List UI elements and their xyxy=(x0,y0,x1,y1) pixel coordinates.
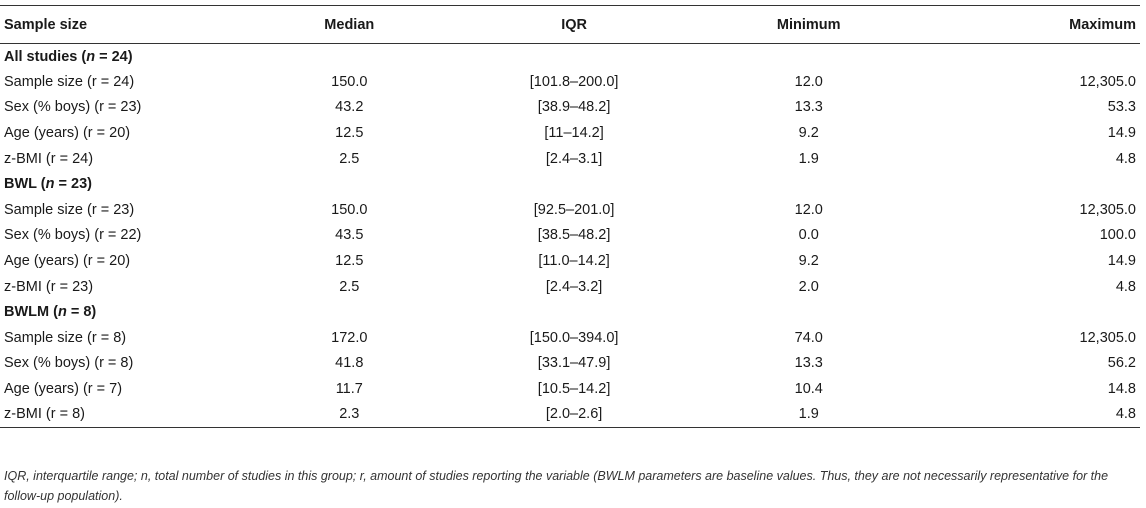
iqr-cell: [10.5–14.2] xyxy=(537,381,611,398)
median-cell: 41.8 xyxy=(335,355,364,372)
table-row xyxy=(0,120,1140,146)
median-cell: 43.5 xyxy=(335,227,364,244)
group-title-count: = 8) xyxy=(66,304,97,321)
table-row xyxy=(0,351,1140,377)
minimum-cell: 12.0 xyxy=(794,73,823,90)
table-row xyxy=(0,325,1140,351)
median-cell: 12.5 xyxy=(335,125,364,142)
median-cell: 2.3 xyxy=(249,402,450,428)
median-cell: 2.5 xyxy=(339,278,360,295)
median-cell: 2.5 xyxy=(339,150,360,167)
col-header-iqr: IQR xyxy=(450,6,699,44)
median-cell: 172.0 xyxy=(331,329,368,346)
maximum-cell: 100.0 xyxy=(1099,227,1136,244)
iqr-cell: [101.8–200.0] xyxy=(529,73,619,90)
median-cell: 43.2 xyxy=(335,99,364,116)
median-cell: 11.7 xyxy=(335,381,363,398)
data-table xyxy=(0,5,1140,428)
group-title-text: BWL ( xyxy=(4,176,46,193)
maximum-cell: 4.8 xyxy=(1115,150,1136,167)
minimum-cell: 13.3 xyxy=(794,99,823,116)
maximum-cell: 12,305.0 xyxy=(1079,73,1136,90)
iqr-cell: [2.4–3.2] xyxy=(545,278,603,295)
minimum-cell: 9.2 xyxy=(798,125,819,142)
col-header-minimum: Minimum xyxy=(698,6,919,44)
group-header-row xyxy=(0,44,1140,70)
table-row xyxy=(0,146,1140,172)
iqr-cell: [150.0–394.0] xyxy=(529,329,619,346)
row-label: z-BMI (r = 24) xyxy=(4,150,94,167)
maximum-cell: 53.3 xyxy=(1107,99,1136,116)
maximum-cell: 14.9 xyxy=(1107,253,1136,270)
minimum-cell: 13.3 xyxy=(794,355,823,372)
row-label: Sex (% boys) (r = 8) xyxy=(4,355,134,372)
row-label: Sample size (r = 23) xyxy=(4,201,135,218)
row-label: Sample size (r = 24) xyxy=(4,73,135,90)
table-header xyxy=(0,6,1140,44)
maximum-cell: 12,305.0 xyxy=(1079,201,1136,218)
table-footnote: IQR, interquartile range; n, total number of studies in this group; r, amount of studies reporting the variable (BWLM parameters are baseline values. Thus, they are not necessarily representative for the follow-up population). xyxy=(4,469,1109,503)
minimum-cell: 1.9 xyxy=(798,150,819,167)
row-label: Age (years) (r = 20) xyxy=(4,253,131,270)
table-row xyxy=(0,69,1140,95)
minimum-cell: 1.9 xyxy=(698,402,919,428)
table-row xyxy=(0,402,1140,428)
group-title-variable: n xyxy=(86,48,96,65)
group-title-variable: n xyxy=(45,176,55,193)
group-title xyxy=(0,171,1140,197)
iqr-cell: [2.4–3.1] xyxy=(545,150,603,167)
col-header-median: Median xyxy=(249,6,450,44)
maximum-cell: 4.8 xyxy=(1115,278,1136,295)
minimum-cell: 9.2 xyxy=(798,253,819,270)
group-header-row xyxy=(0,299,1140,325)
median-cell: 150.0 xyxy=(331,73,368,90)
minimum-cell: 10.4 xyxy=(794,381,823,398)
row-label: Sample size (r = 8) xyxy=(4,329,127,346)
row-label: Age (years) (r = 20) xyxy=(4,125,131,142)
row-label: Sex (% boys) (r = 22) xyxy=(4,227,142,244)
group-title-text: All studies ( xyxy=(4,48,87,65)
row-label: z-BMI (r = 23) xyxy=(4,278,94,295)
median-cell: 150.0 xyxy=(331,201,368,218)
group-header-row xyxy=(0,171,1140,197)
col-header-sample-size: Sample size xyxy=(0,6,249,44)
group-title-count: = 24) xyxy=(95,48,133,65)
iqr-cell: [33.1–47.9] xyxy=(537,355,611,372)
table-row xyxy=(0,223,1140,249)
table-row xyxy=(0,197,1140,223)
minimum-cell: 0.0 xyxy=(798,227,819,244)
table-body xyxy=(0,44,1140,428)
maximum-cell: 14.8 xyxy=(1107,381,1136,398)
group-title-count: = 23) xyxy=(54,176,92,193)
iqr-cell: [2.0–2.6] xyxy=(450,402,699,428)
row-label: z-BMI (r = 8) xyxy=(0,402,249,428)
group-title-text: BWLM ( xyxy=(4,304,58,321)
group-title xyxy=(0,44,1140,70)
iqr-cell: [38.9–48.2] xyxy=(537,99,611,116)
group-title-variable: n xyxy=(57,304,67,321)
header-row xyxy=(0,6,1140,44)
row-label: Age (years) (r = 7) xyxy=(4,381,123,398)
maximum-cell: 56.2 xyxy=(1107,355,1136,372)
table-row xyxy=(0,376,1140,402)
maximum-cell: 12,305.0 xyxy=(1079,329,1136,346)
median-cell: 12.5 xyxy=(335,253,364,270)
minimum-cell: 74.0 xyxy=(794,329,823,346)
maximum-cell: 4.8 xyxy=(919,402,1140,428)
iqr-cell: [38.5–48.2] xyxy=(537,227,611,244)
iqr-cell: [11.0–14.2] xyxy=(538,253,610,270)
table-row xyxy=(0,248,1140,274)
row-label: Sex (% boys) (r = 23) xyxy=(4,99,142,116)
table-row xyxy=(0,274,1140,300)
minimum-cell: 2.0 xyxy=(798,278,819,295)
iqr-cell: [92.5–201.0] xyxy=(533,201,615,218)
minimum-cell: 12.0 xyxy=(794,201,823,218)
iqr-cell: [11–14.2] xyxy=(544,125,604,142)
table-row xyxy=(0,95,1140,121)
group-title xyxy=(0,299,1140,325)
col-header-maximum: Maximum xyxy=(919,6,1140,44)
maximum-cell: 14.9 xyxy=(1107,125,1136,142)
